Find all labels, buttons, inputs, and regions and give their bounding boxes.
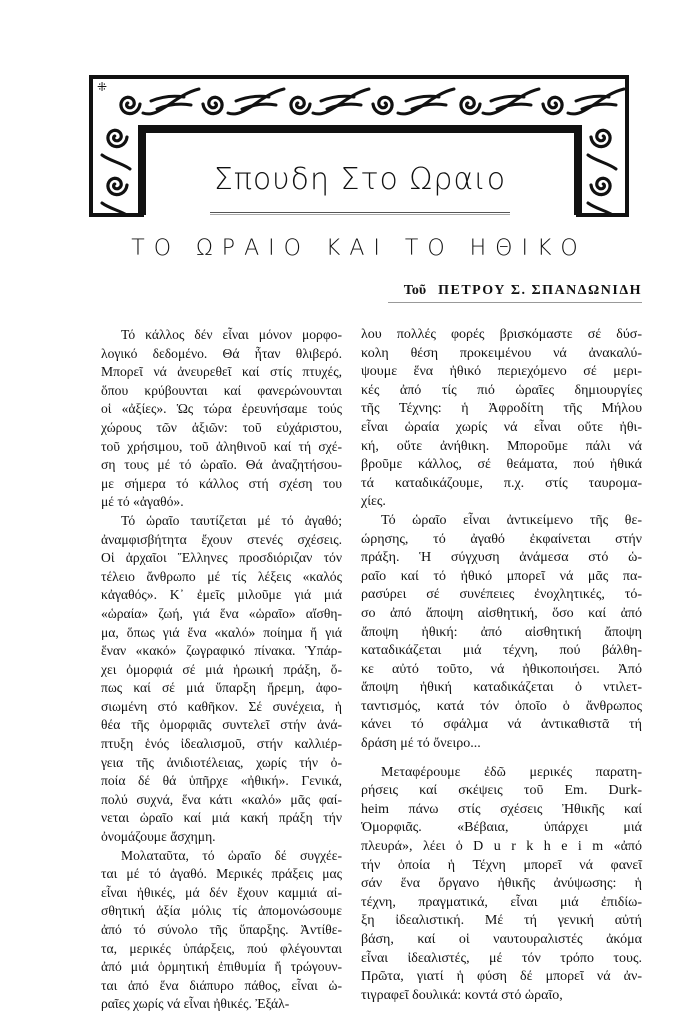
text-line: ρασύρει σέ συνέπειες ἐνοχλητικές, τό-: [361, 587, 642, 603]
text-line: εἶναι ἰδεαλιστές, μέ τόν τρόπο τους.: [361, 950, 642, 966]
text-line: ρήσεις καί σκέψεις τοῦ Em. Durk-: [361, 783, 642, 799]
text-line: ται μέ τό ἀγαθό. Μερικές πράξεις μας: [101, 866, 342, 882]
swirl-ornament-icon: [108, 178, 127, 194]
text-line: ποία δέ θά ὑπῆρχε «ἠθική». Γενικά,: [101, 773, 342, 789]
text-line: ὅπου κρύβουνται καί φανερώνουνται: [101, 382, 342, 398]
text-line: δράση μέ τό ὄνειρο...: [361, 736, 481, 752]
text-line: λογικό δεδομένο. Θά ἦταν θλιβερό.: [101, 345, 342, 361]
text-line: κές ἀπό τίς πιό ὡραῖες δημιουργίες: [361, 382, 642, 398]
leaf-ornament-icon: [102, 155, 130, 169]
leaf-ornament-icon: [327, 104, 361, 109]
text-line: μα, ὅπως γιά ἕνα «καλό» ποίημα ἤ γιά: [101, 624, 342, 640]
text-line: χίες.: [361, 494, 386, 510]
text-line: οἱ «ἀξίες». Ὡς τώρα ἐρευνήσαμε τούς: [101, 401, 342, 417]
text-line: ξη ἰδεαλιστική. Μέ τή γενική αὐτή: [361, 913, 642, 929]
text-line: γεια τῆς ἀνιδιοτέλειας, χωρίς τήν ὀ-: [101, 754, 342, 770]
swirl-ornament-icon: [203, 97, 222, 113]
text-line: σιωμένη στό καθῆκον. Σέ συνέχεια, ἡ: [101, 698, 342, 714]
text-line: κάνει τό σφάλμα νά ἀντικαθιστᾶ τή: [361, 717, 642, 733]
text-line: Τό κάλλος δέν εἶναι μόνον μορφο-: [121, 327, 342, 342]
text-line: βροῦμε κάλλος, σέ θεάματα, πού ἠθικά: [361, 457, 642, 473]
text-line: σάν ἕνα ὄργανο ἠθικῆς ἀνύψωσης: ἡ: [361, 876, 642, 892]
text-line: βάση, καί οἱ ναυτουραλιστές ἀκόμα: [361, 932, 642, 947]
text-line: Πρῶτα, γιατί ἡ φύση δέ μπορεῖ νά ἀν-: [361, 969, 642, 985]
text-line: τῆς Τέχνης: ἡ Ἀφροδίτη τῆς Μήλου: [361, 401, 642, 417]
text-line: ση τους μέ τό ὡραῖο. Θά ἀναζητήσου-: [101, 457, 342, 473]
text-line: πως καί σέ μιά ὕπαρξη ἤρεμη, ἀφο-: [101, 680, 342, 696]
text-line: λου πολλές φορές βρισκόμαστε σέ δύσ-: [361, 327, 642, 342]
swirl-ornament-icon: [291, 97, 310, 113]
swirl-ornament-icon: [591, 178, 610, 194]
text-line: μέ τό «ἀγαθό».: [101, 494, 184, 510]
cross-mark-icon: ⁜: [97, 80, 108, 94]
text-line: ταντισμός, κατά τόν ὁποῖο ὁ ἄνθρωπος: [361, 698, 642, 714]
text-line: ψουμε ἕνα ἠθικό περιεχόμενο σέ μερι-: [361, 364, 642, 380]
text-line: καταδικάζεται μιά τέχνη, πού βάλθη-: [361, 643, 642, 659]
text-line: εἶναι ἠθικές, μά δέν ἔχουν καμμιά αἰ-: [101, 884, 342, 900]
text-line: νεται ὡραῖο καί μιά κακή πράξη τήν: [101, 810, 342, 826]
section-title: Σπουδη Στο Ωραιο: [213, 162, 507, 197]
text-line: ὀνομάζουμε ἄσχημη.: [101, 829, 216, 845]
text-line: χώρους τῶν ἀξιῶν: τοῦ εὐχάριστου,: [101, 419, 342, 435]
text-line: ἀπό τό σύνολο τῆς ὕπαρξης. Ἀντίθε-: [101, 922, 342, 937]
text-line: τιγραφεῖ δουλικά: κοντά στό ὡραῖο,: [361, 987, 563, 1003]
byline: [388, 283, 642, 303]
swirl-ornament-icon: [591, 130, 610, 146]
text-line: κολη θέση προκειμένου νά ἀνακαλύ-: [361, 345, 642, 361]
right-column: [361, 326, 642, 1005]
text-line: Τό ὡραῖο εἶναι ἀντικείμενο τῆς θε-: [381, 512, 642, 528]
text-line: «ὡραία» ζωή, γιά ἕνα «ὡραῖο» αἴσθη-: [101, 605, 342, 621]
text-line: Μεταφέρουμε ἐδῶ μερικές παρατη-: [381, 764, 642, 780]
swirl-ornament-icon: [373, 97, 392, 113]
text-line: heim πάνω στίς σχέσεις Ἠθικῆς καί: [361, 801, 642, 817]
text-line: πολύ συχνά, ἕνα κάτι «καλό» μᾶς φαί-: [101, 791, 342, 807]
text-line: Μολαταῦτα, τό ὡραῖο δέ συγχέε-: [121, 847, 342, 863]
text-line: τέχνη, πραγματικά, εἶναι μιά ἐπιδίω-: [361, 894, 642, 910]
text-line: θέα τῆς ὀμορφιᾶς συντελεῖ στήν ἀνά-: [101, 717, 342, 733]
text-line: τά καταδικάζουμε, π.χ. στίς ταυρομα-: [361, 475, 642, 491]
text-line: Μπορεῖ νά ἀνευρεθεῖ καί στίς πτυχές,: [101, 364, 342, 380]
text-line: Ὁμορφιᾶς. «Βέβαια, ὑπάρχει μιά: [361, 820, 642, 836]
leaf-ornament-icon: [582, 104, 616, 109]
text-line: πτυξη ἑνός ἰδεαλισμοῦ, στήν καλλιέρ-: [101, 736, 342, 752]
author-name: ΠΕΤΡΟΥ Σ. ΣΠΑΝΔΩΝΙΔΗ: [438, 283, 642, 298]
leaf-ornament-icon: [412, 104, 446, 109]
text-line: Οἱ ἀρχαῖοι Ἕλληνες προσδιόριζαν τόν: [101, 550, 342, 566]
swirl-ornament-icon: [121, 97, 140, 113]
section-title-rule: [210, 212, 510, 215]
text-line: κή, οὔτε ἀνήθικη. Μποροῦμε πάλι νά: [361, 438, 642, 454]
text-line: ἕναν «κακό» ζωγραφικό πίνακα. Ὑπάρ-: [101, 643, 342, 659]
leaf-ornament-icon: [242, 104, 276, 109]
text-line: ἀναμφισβήτητα ἔχουν στενές σχέσεις.: [101, 531, 342, 547]
text-line: Τό ὡραῖο ταυτίζεται μέ τό ἀγαθό;: [121, 512, 342, 528]
swirl-ornament-icon: [108, 130, 127, 146]
text-line: ραῖες χωρίς νά εἶναι ἠθικές. Ἐξάλ-: [101, 996, 290, 1012]
leaf-ornament-icon: [588, 155, 616, 169]
text-line: ἄποψη ἠθική: ἀπό αἰσθητική ἄποψη: [361, 624, 642, 640]
text-line: ται ἀπό ἕνα διάπυρο πάθος, εἶναι ὡ-: [101, 977, 342, 993]
text-line: τα, μερικές ὑπάρξεις, πού φλέγουνται: [101, 940, 342, 956]
text-line: τοῦ χρήσιμου, τοῦ ἀληθινοῦ καί τή σχέ-: [101, 438, 342, 454]
text-line: κε αὐτό τοῦτο, νά ἠθικοποιήσει. Ἀπό: [361, 661, 642, 677]
leaf-ornament-icon: [157, 104, 191, 109]
text-line: σθητική ἀξία μόλις τίς ἀπομονώσουμε: [101, 903, 342, 919]
text-line: χει ὀμορφιά σέ μιά ἡρωική πράξη, ὅ-: [101, 661, 342, 677]
byline-prefix: Τοῦ: [403, 283, 427, 298]
article-title: ΤΟ ΩΡΑΙΟ ΚΑΙ ΤΟ ΗΘΙΚΟ: [131, 236, 587, 261]
left-column: [101, 326, 342, 1014]
text-line: σο ἀπό ἄποψη αἰσθητική, ὅσο καί ἀπό: [361, 605, 642, 621]
text-line: εἶναι ὡραία χωρίς νά εἶναι οὔτε ἠθι-: [361, 419, 642, 435]
text-line: ώρησης, τό ἀγαθό ἐκφαίνεται στήν: [361, 531, 642, 547]
text-line: πλευρά», λέει ὁ D u r k h e i m «ἀπό: [361, 839, 642, 855]
text-line: ραῖο καί τό ἠθικό μπορεῖ νά μᾶς πα-: [361, 568, 642, 584]
swirl-ornament-icon: [543, 97, 562, 113]
text-line: πράξη. Ἡ σύγχυση ἀνάμεσα στό ὡ-: [361, 550, 642, 566]
text-line: ἀπό μιά ὁρμητική ἐπιθυμία ἤ τρώγουν-: [101, 959, 342, 975]
leaf-ornament-icon: [497, 104, 531, 109]
text-line: με σήμερα τό κάλλος στή σχέση του: [101, 475, 342, 491]
text-line: κἀγαθός». Κ᾽ ἐμεῖς μιλοῦμε γιά μιά: [101, 587, 342, 603]
swirl-ornament-icon: [461, 97, 480, 113]
text-line: ἄποψη ἠθική καταδικάζεται ὁ ντιλετ-: [361, 680, 642, 696]
text-line: τήν ὁποία ἡ Τέχνη μπορεῖ νά φανεῖ: [361, 857, 642, 873]
text-line: τέλειο ἄνθρωπο μέ τίς λέξεις «καλός: [101, 568, 342, 584]
